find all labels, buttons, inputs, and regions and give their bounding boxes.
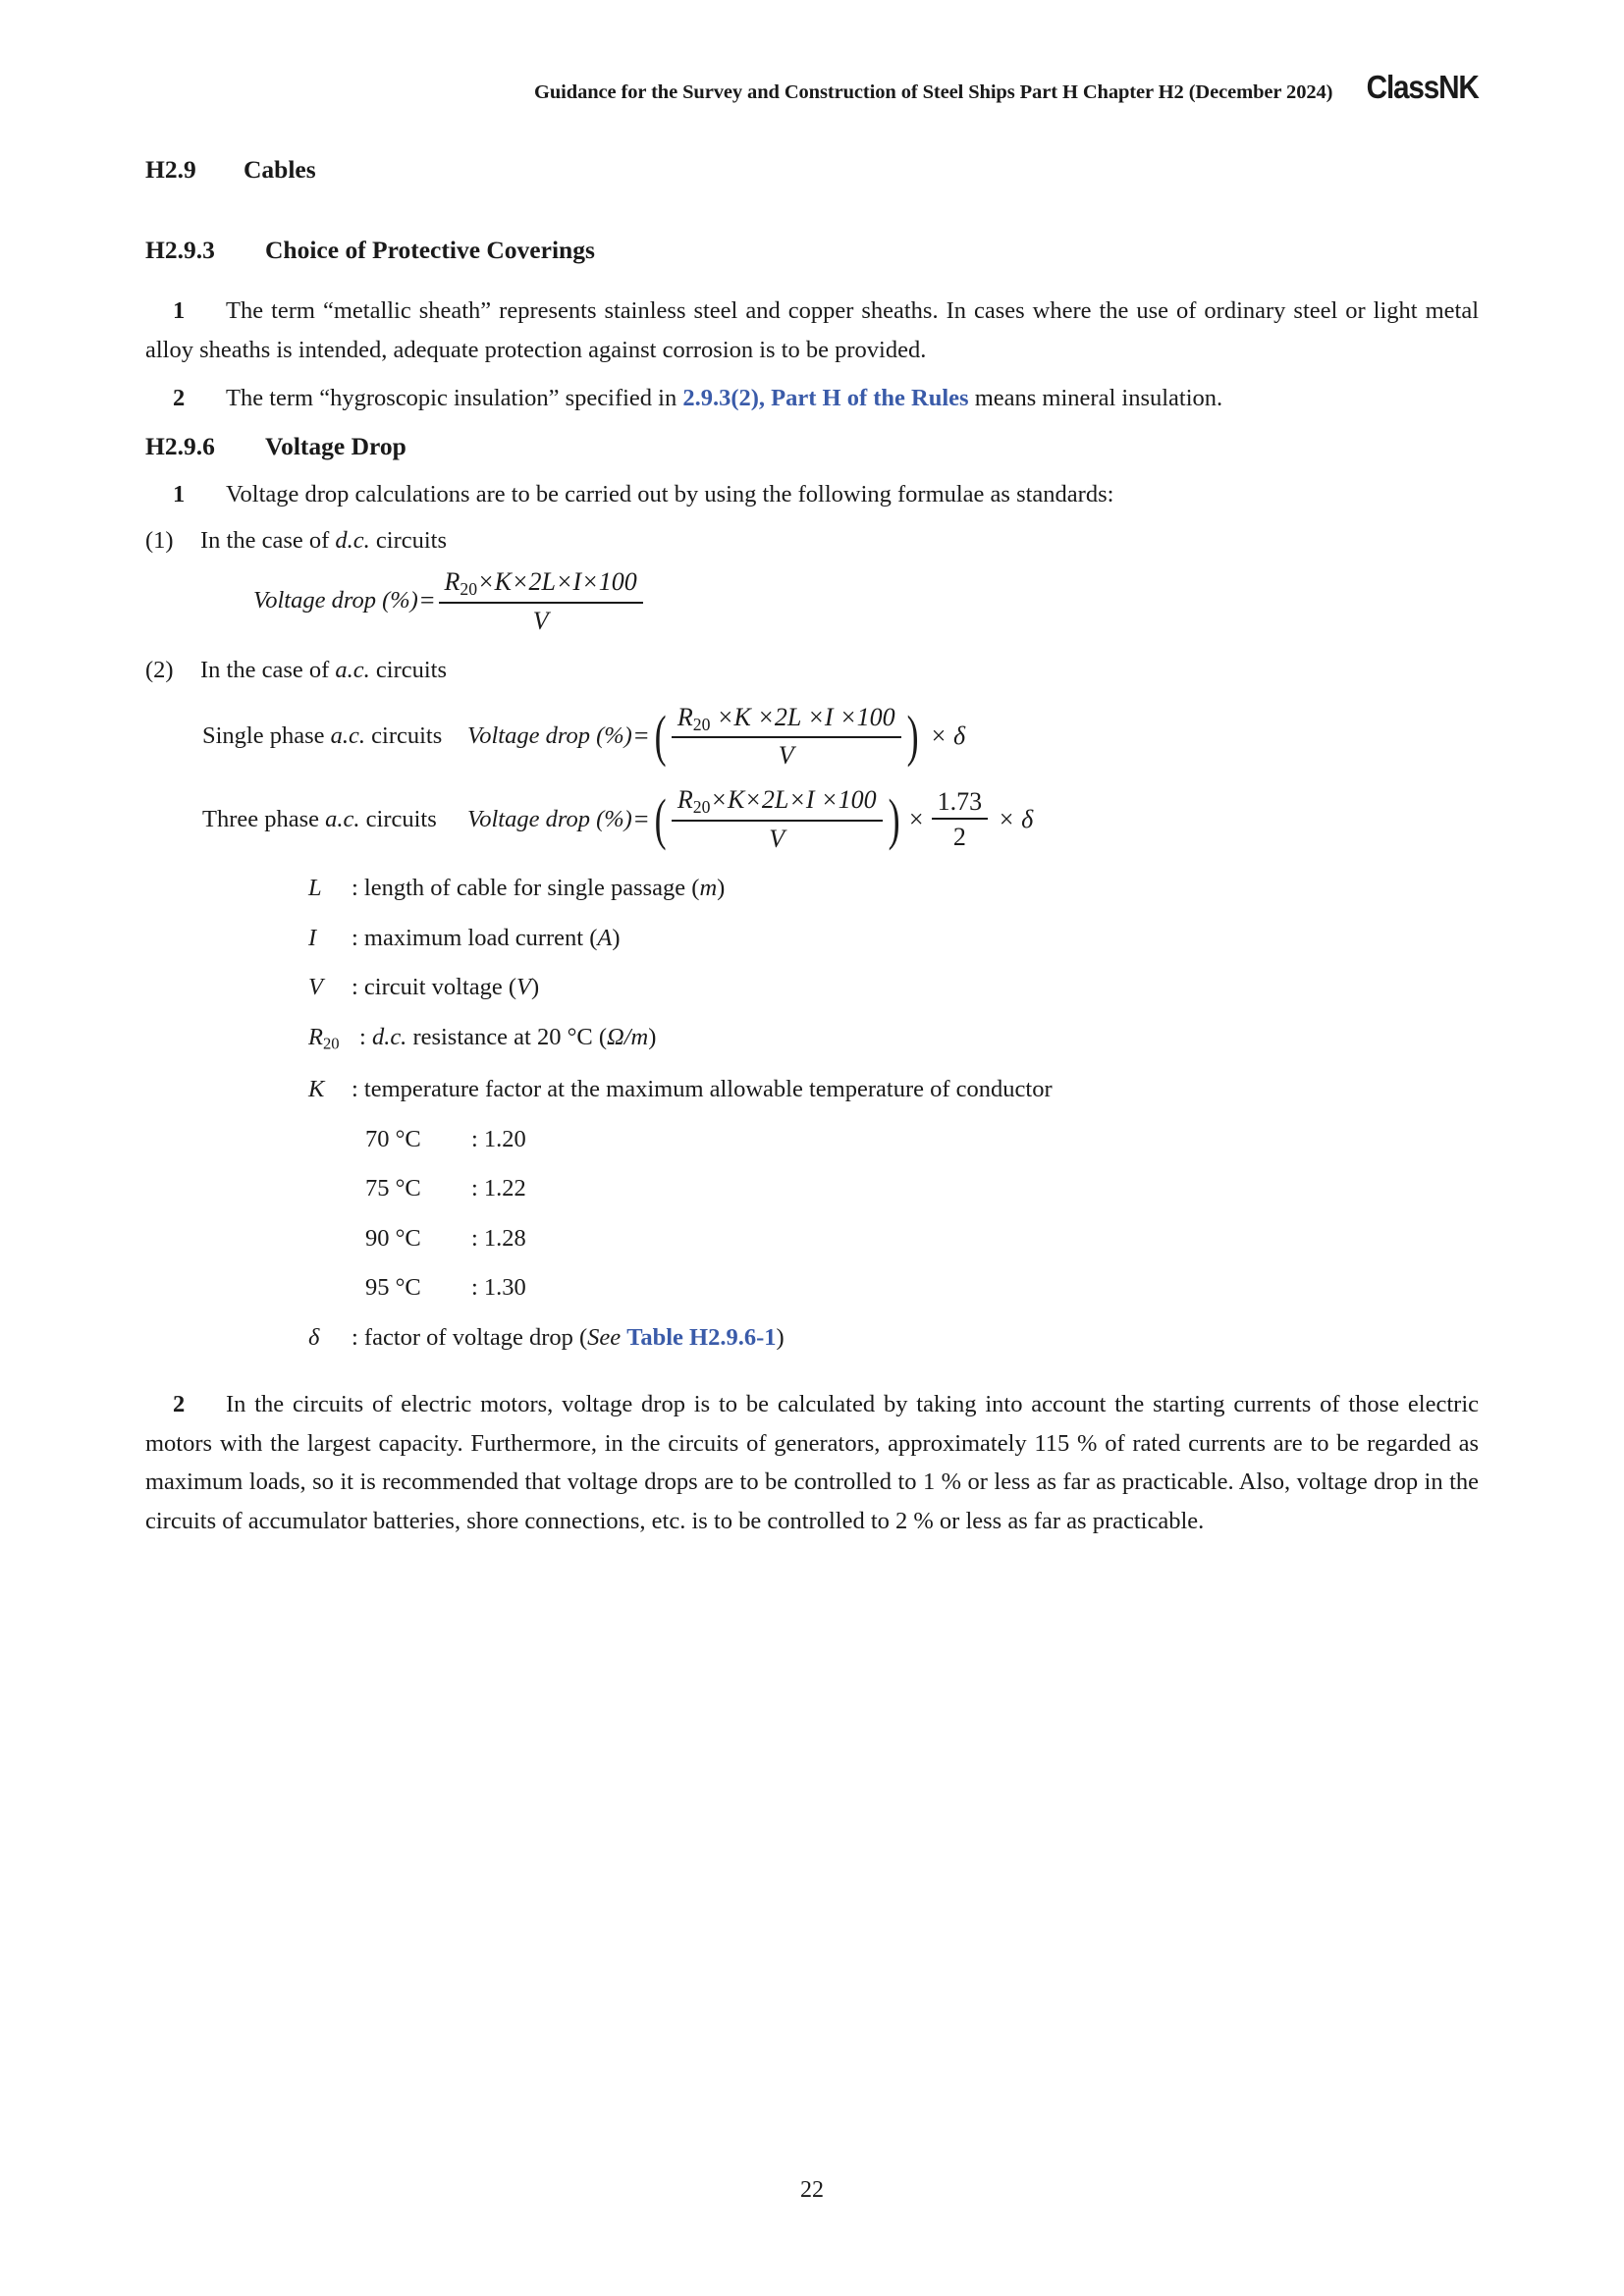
definition-text-post: ) xyxy=(531,974,540,1001)
formula-equals: = xyxy=(419,586,435,615)
factor-value: : 1.20 xyxy=(471,1125,526,1152)
left-paren: ( xyxy=(654,787,667,852)
definition-colon: : xyxy=(359,1023,372,1050)
section-heading-h2-9-3 xyxy=(145,235,1479,264)
factor-value: : 1.30 xyxy=(471,1274,526,1302)
factor-numerator: 1.73 xyxy=(937,787,983,817)
paragraph-number: 2 xyxy=(173,385,186,412)
factor-denominator: 2 xyxy=(932,818,989,851)
definition-unit: A xyxy=(597,924,613,951)
paragraph-text: In the circuits of electric motors, voltage drop is to be calculated by taking into account the starting currents of those electric motors with the largest capacity. Furthermore, in the circuits of generators, approximately 115 % of rated currents are to be regarded as maximum loads, so it is recommended that voltage drops are to be controlled to 1 % or less as far as practicable. Also, voltage drop in the circuits of accumulator batteries, shore connections, etc. is to be controlled to 2 % or less as far as practicable. xyxy=(145,1391,1479,1535)
formula-name-emphasis: a.c. xyxy=(325,805,360,832)
section-heading-h2-9-6 xyxy=(145,434,1479,459)
symbol-definitions xyxy=(308,877,1479,1350)
section-title: Choice of Protective Coverings xyxy=(265,235,595,264)
list-text-post: circuits xyxy=(369,527,448,555)
definition-unit: m xyxy=(699,875,718,902)
formula-equals: = xyxy=(633,804,649,833)
list-text-emphasis: a.c. xyxy=(335,656,370,683)
factor-value: : 1.22 xyxy=(471,1175,526,1202)
list-text-pre: In the case of xyxy=(200,527,336,555)
left-paren: ( xyxy=(654,704,667,769)
list-item-dc xyxy=(145,523,1479,560)
formula-fraction xyxy=(672,785,883,853)
formula-dc xyxy=(253,567,1479,635)
symbol: L xyxy=(308,875,322,902)
definition-unit: V xyxy=(516,974,531,1001)
paragraph-2 xyxy=(145,379,1479,418)
list-text-pre: In the case of xyxy=(200,656,336,683)
formula-numerator: $R_{20}\times K\times 2L\times I\times 100$ xyxy=(444,567,637,599)
table-row xyxy=(365,1276,1479,1301)
formula-name: Single phase xyxy=(202,721,325,749)
definition-text xyxy=(352,976,539,1000)
table-row xyxy=(365,1125,1479,1152)
formula-name: Three phase xyxy=(202,805,320,832)
symbol: K xyxy=(308,1076,325,1103)
times-symbol: × xyxy=(908,804,924,833)
formula-label: Voltage drop (%) xyxy=(467,805,632,832)
temperature-value: 70 °C xyxy=(365,1125,421,1152)
definition-text-pre: : length of cable for single passage ( xyxy=(352,875,700,902)
right-paren: ) xyxy=(888,787,900,852)
symbol-base: R xyxy=(308,1023,323,1050)
definition-text xyxy=(352,924,621,951)
classnk-logo: ClassNK xyxy=(1367,69,1479,105)
paragraph-3 xyxy=(145,475,1479,514)
symbol xyxy=(308,1023,359,1053)
formula-fraction xyxy=(672,703,901,771)
see-label: See xyxy=(587,1323,622,1351)
definition-text: : temperature factor at the maximum allowable temperature of conductor xyxy=(352,1076,1053,1103)
symbol-subscript: 20 xyxy=(322,1034,340,1053)
definition-unit: Ω/m xyxy=(607,1023,649,1050)
list-number: (2) xyxy=(145,656,174,683)
paragraph-text-pre: The term “hygroscopic insulation” specified in xyxy=(226,385,683,412)
table-row xyxy=(365,1177,1479,1201)
factor-value: : 1.28 xyxy=(471,1224,526,1252)
formula-factor-fraction xyxy=(932,787,989,851)
definition-emphasis: d.c. xyxy=(371,1023,407,1050)
formula-denominator: V xyxy=(672,820,883,853)
definition-text-mid: resistance at 20 °C ( xyxy=(406,1023,608,1050)
formula-denominator: V xyxy=(672,736,901,770)
section-number: H2.9 xyxy=(145,155,196,184)
definition-text-pre: : circuit voltage ( xyxy=(352,974,517,1001)
header-title: Guidance for the Survey and Construction of Steel Ships Part H Chapter H2 (December 2024) xyxy=(534,81,1333,103)
section-number: H2.9.3 xyxy=(145,235,215,264)
list-item-ac xyxy=(145,653,1479,689)
definition-text-post: ) xyxy=(776,1323,785,1351)
definition-text xyxy=(352,1323,785,1351)
temperature-value: 75 °C xyxy=(365,1175,421,1202)
cross-reference-link-rules[interactable]: 2.9.3(2), Part H of the Rules xyxy=(682,385,969,412)
definition-delta xyxy=(308,1323,1479,1351)
paragraph-text-post: means mineral insulation. xyxy=(968,385,1223,412)
symbol: V xyxy=(308,974,323,1001)
formula-name-post: circuits xyxy=(365,721,443,749)
formula-numerator: $R_{20} \times K \times 2L \times I \times 100$ xyxy=(677,702,895,734)
symbol: I xyxy=(308,924,317,951)
formula-name-post: circuits xyxy=(359,805,437,832)
formula-three-phase xyxy=(202,785,1479,853)
section-number: H2.9.6 xyxy=(145,432,215,461)
document-body xyxy=(145,157,1479,1541)
section-title: Voltage Drop xyxy=(265,432,406,461)
formula-label: Voltage drop (%) xyxy=(467,721,632,749)
formula-numerator: $R_{20}\times K\times 2L\times I \times 100$ xyxy=(677,785,877,818)
page-header xyxy=(145,71,1479,104)
temperature-value: 90 °C xyxy=(365,1224,421,1252)
cross-reference-link-table[interactable]: Table H2.9.6-1 xyxy=(626,1323,777,1351)
definition-L xyxy=(308,877,1479,901)
definition-text xyxy=(359,1023,657,1050)
formula-single-phase xyxy=(202,703,1479,771)
formula-label: Voltage drop (%) xyxy=(253,587,418,614)
paragraph-1 xyxy=(145,292,1479,369)
temperature-value: 95 °C xyxy=(365,1274,421,1302)
definition-K xyxy=(308,1078,1479,1102)
definition-text-post: ) xyxy=(648,1023,657,1050)
formula-name-emphasis: a.c. xyxy=(330,721,366,749)
formula-fraction xyxy=(439,567,643,635)
formula-multiplier: × δ xyxy=(929,721,966,751)
definition-text-pre: : factor of voltage drop ( xyxy=(352,1323,588,1351)
paragraph-number: 1 xyxy=(173,480,186,507)
right-paren: ) xyxy=(906,704,919,769)
page-number: 22 xyxy=(800,2177,824,2203)
definition-text-post: ) xyxy=(717,875,726,902)
definition-R20 xyxy=(308,1023,1479,1053)
formula-equals: = xyxy=(633,721,649,751)
definition-text xyxy=(352,877,725,901)
temperature-factor-table xyxy=(365,1125,1479,1302)
table-row xyxy=(365,1224,1479,1252)
section-heading-h2-9 xyxy=(145,157,1479,183)
list-text-post: circuits xyxy=(369,656,448,683)
symbol: δ xyxy=(308,1323,320,1351)
paragraph-number: 2 xyxy=(173,1391,186,1418)
definition-V xyxy=(308,976,1479,1000)
paragraph-text: The term “metallic sheath” represents stainless steel and copper sheaths. In cases where the use of ordinary steel or light metal alloy sheaths is intended, adequate protection against corrosion is to be provided. xyxy=(145,297,1479,363)
list-text-emphasis: d.c. xyxy=(335,527,370,555)
formula-multiplier: × δ xyxy=(998,804,1034,833)
paragraph-number: 1 xyxy=(173,297,186,324)
definition-I xyxy=(308,924,1479,951)
paragraph-4 xyxy=(145,1385,1479,1541)
list-number: (1) xyxy=(145,527,174,555)
definition-text-pre: : maximum load current ( xyxy=(352,924,598,951)
paragraph-text: Voltage drop calculations are to be carried out by using the following formulae as standards: xyxy=(226,480,1114,507)
definition-text-post: ) xyxy=(612,924,621,951)
section-title: Cables xyxy=(244,155,316,184)
formula-denominator: V xyxy=(439,602,643,635)
